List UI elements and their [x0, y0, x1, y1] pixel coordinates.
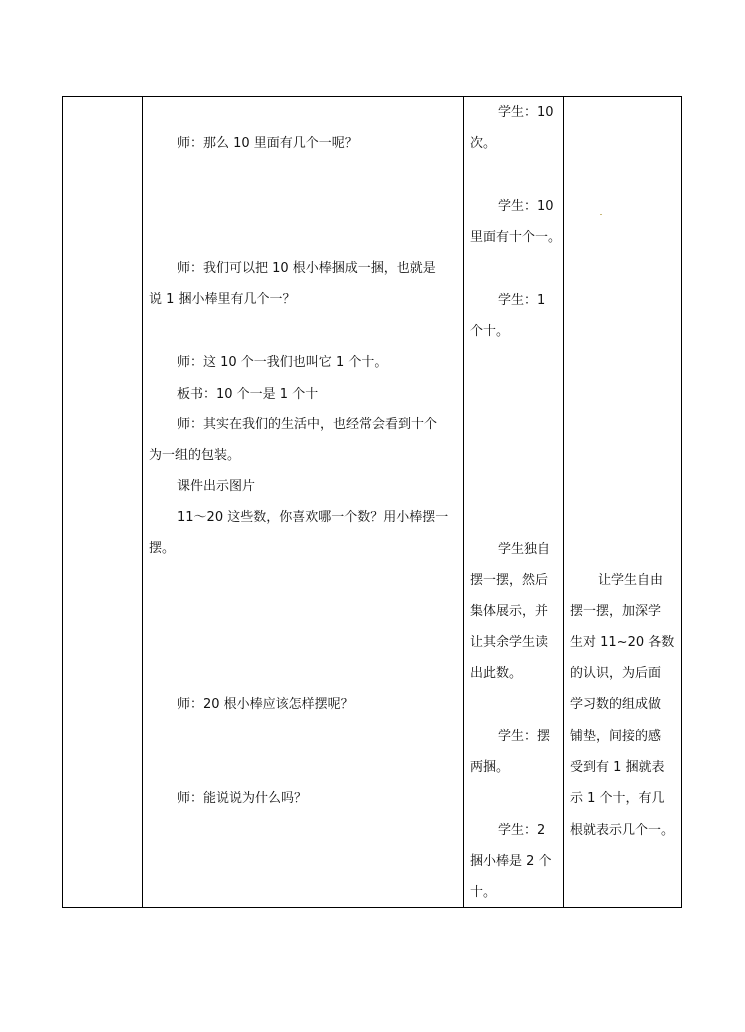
- empty-stage-column: [63, 97, 142, 907]
- student-line: 里面有十个一。: [470, 230, 562, 245]
- teacher-line: 师：我们可以把 10 根小棒捆成一捆，也就是: [177, 261, 436, 276]
- student-line: 学生：1: [498, 293, 546, 308]
- teacher-line: 师：这 10 个一我们也叫它 1 个十。: [177, 355, 388, 370]
- intent-line: 受到有 1 捆就表: [570, 760, 665, 775]
- student-line: 学生：摆: [498, 729, 551, 744]
- design-intent-column: [564, 97, 681, 907]
- student-activity-column: [464, 97, 563, 907]
- teacher-line: 板书：10 个一是 1 个十: [177, 387, 319, 402]
- teacher-line: 11～20 这些数，你喜欢哪一个数？用小棒摆一: [177, 510, 449, 525]
- teacher-activity-column: [143, 97, 463, 907]
- student-line: 出此数。: [470, 666, 523, 681]
- teacher-line: 师：20 根小棒应该怎样摆呢？: [177, 697, 354, 712]
- student-line: 摆一摆，然后: [470, 573, 549, 588]
- student-line: 学生独自: [498, 542, 551, 557]
- stray-mark: [600, 214, 602, 215]
- student-line: 让其余学生读: [470, 635, 549, 650]
- intent-line: 的认识，为后面: [570, 666, 662, 681]
- student-line: 个十。: [470, 324, 510, 339]
- intent-line: 示 1 个十，有几: [570, 791, 665, 806]
- student-line: 十。: [470, 885, 497, 900]
- intent-line: 让学生自由: [598, 573, 664, 588]
- student-line: 学生：10: [498, 105, 554, 120]
- student-line: 次。: [470, 136, 497, 151]
- student-line: 学生：10: [498, 199, 554, 214]
- teacher-line: 说 1 捆小棒里有几个一？: [149, 292, 296, 307]
- teacher-line: 师：那么 10 里面有几个一呢？: [177, 136, 358, 151]
- student-line: 两捆。: [470, 760, 510, 775]
- intent-line: 摆一摆，加深学: [570, 604, 662, 619]
- student-line: 学生：2: [498, 823, 546, 838]
- student-line: 捆小棒是 2 个: [470, 854, 552, 869]
- teacher-line: 为一组的包装。: [149, 448, 241, 463]
- student-line: 集体展示，并: [470, 604, 549, 619]
- teacher-line: 摆。: [149, 541, 176, 556]
- intent-line: 学习数的组成做: [570, 697, 662, 712]
- intent-line: 生对 11~20 各数: [570, 635, 675, 650]
- lesson-table: [62, 96, 682, 908]
- intent-line: 根就表示几个一。: [570, 823, 675, 838]
- teacher-line: 师：能说说为什么吗？: [177, 791, 308, 806]
- teacher-line: 师：其实在我们的生活中，也经常会看到十个: [177, 417, 438, 432]
- intent-line: 铺垫，间接的感: [570, 729, 662, 744]
- teacher-line: 课件出示图片: [177, 479, 256, 494]
